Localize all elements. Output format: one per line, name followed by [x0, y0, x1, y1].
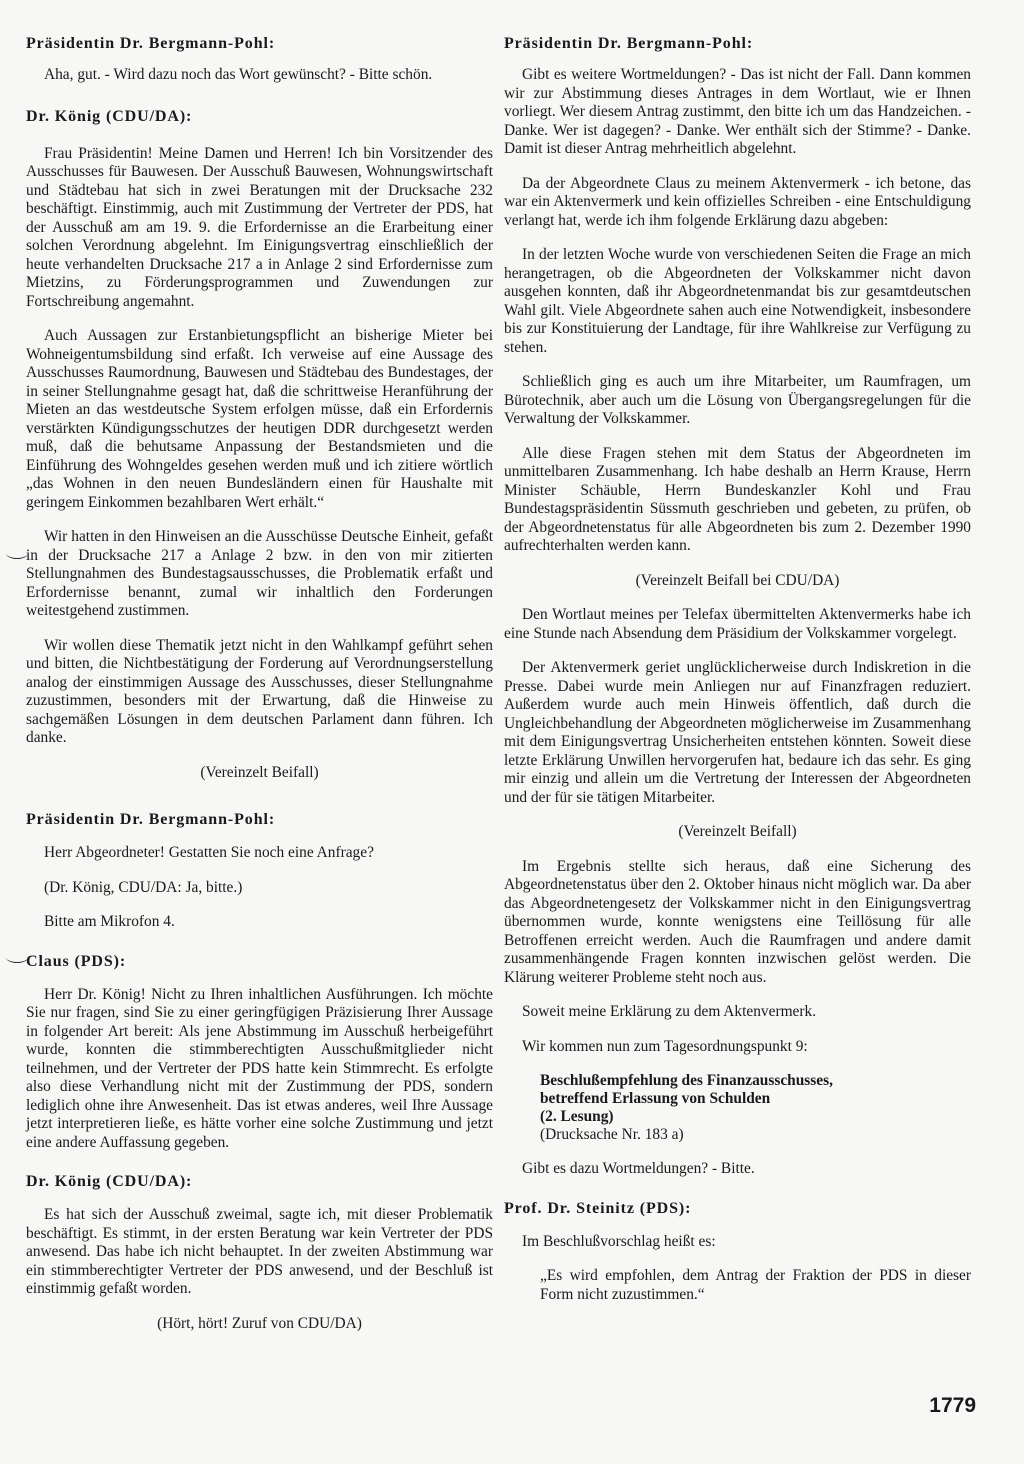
agenda-title-line: betreffend Erlassung von Schulden	[540, 1090, 771, 1107]
speaker-heading: Präsidentin Dr. Bergmann-Pohl:	[504, 35, 754, 52]
speaker-heading: Präsidentin Dr. Bergmann-Pohl:	[26, 35, 276, 52]
paragraph: Frau Präsidentin! Meine Damen und Herren! Ich bin Vorsitzender des Ausschusses für Bauwesen. Der Ausschuß Bauwesen, Wohnungswirtschaft und Städtebau hat sich in zwei Beratungen mit der Drucksache 232 beschäftigt. Einstimmig, auch mit Zustimmung der Vertreter der PDS, hat der Ausschuß am am 19. 9. die Erfordernisse an die Erarbeitung einer solchen Verordnung abgelehnt. Im Einigungsvertrag einschließlich der heute verhandelten Drucksache 217 a in Anlage 2 sind Erfordernisse zum Mietzins, zu Förderungsprogrammen und Zuwendungen zur Fortschreibung angemahnt.	[26, 144, 493, 310]
paragraph: Da der Abgeordnete Claus zu meinem Aktenvermerk - ich betone, das war ein Aktenvermerk und kein offizielles Schreiben - eine Entschuldigung verlangt hat, werde ich ihm folgende Erklärung dazu abgeben:	[504, 174, 971, 229]
paragraph: Gibt es weitere Wortmeldungen? - Das ist nicht der Fall. Dann kommen wir zur Abstimmung dieses Antrages in dem Wortlaut, wie er Ihnen vorliegt. Wer diesem Antrag zustimmt, den bitte ich um das Handzeichen. - Danke. Wer ist dagegen? - Danke. Wer enthält sich der Stimme? - Danke. Damit ist dieser Antrag mehrheitlich abgelehnt.	[504, 66, 971, 157]
paragraph: (Dr. König, CDU/DA: Ja, bitte.)	[44, 878, 243, 896]
paragraph: Im Beschlußvorschlag heißt es:	[522, 1232, 716, 1250]
margin-mark	[6, 952, 28, 963]
speaker-heading: Präsidentin Dr. Bergmann-Pohl:	[26, 811, 276, 828]
agenda-title-line: (2. Lesung)	[540, 1108, 614, 1125]
margin-mark	[6, 548, 28, 559]
interjection: (Vereinzelt Beifall)	[678, 823, 797, 840]
quotation: „Es wird empfohlen, dem Antrag der Fraktion der PDS in dieser Form nicht zuzustimmen.“	[540, 1267, 971, 1303]
interjection: (Vereinzelt Beifall bei CDU/DA)	[635, 571, 840, 589]
paragraph: In der letzten Woche wurde von verschiedenen Seiten die Frage an mich herangetragen, ob die Abgeordneten der Volkskammer nicht davon ausgehen konnten, daß ihr Abgeordnetenmandat bis zur gesamtdeutschen Wahl gilt. Viele Abgeordnete sahen auch eine Notwendigkeit, insbesondere bis zur Konstituierung der Landtage, für ihre Wahlkreise zur Verfügung zu stehen.	[504, 246, 971, 356]
paragraph: Auch Aussagen zur Erstanbietungspflicht an bisherige Mieter bei Wohneigentumsbildung sind erfaßt. Ich verweise auf eine Aussage des Ausschusses Raumordnung, Bauwesen und Städtebau des Bundestages, der in seiner Stellungnahme gesagt hat, daß die schrittweise Heranführung der Mieten an das westdeutsche System erfolgen müsse, daß ein Erfordernis verstärkten Kündigungsschutzes der heutigen DDR durchgesetzt werden muß, daß die behutsame Anpassung der Bestandsmieten und die Einführung des Wohngeldes gesehen werden muß und ich zitiere wörtlich „das Wohnen in den neuen Bundesländern einen für Haushalte mit geringem Einkommen bezahlbaren Wert erhält.“	[26, 327, 493, 511]
speaker-heading: Dr. König (CDU/DA):	[26, 107, 193, 125]
speaker-heading: Claus (PDS):	[26, 952, 127, 970]
paragraph: Im Ergebnis stellte sich heraus, daß eine Sicherung des Abgeordnetenstatus über den 2. Oktober hinaus nicht möglich war. Da aber das Abgeordnetengesetz der Volkskammer nicht in den Einigungsvertrag übernommen wurde, konnte wenigstens eine Teillösung für alle Betroffenen erreicht werden. Auch die Raumfragen und andere damit zusammenhängende Fragen konnten inzwischen gelöst werden. Die Klärung weiterer Probleme steht noch aus.	[504, 857, 971, 986]
agenda-title-line: Beschlußempfehlung des Finanzausschusses,	[540, 1072, 833, 1089]
interjection: (Hört, hört! Zuruf von CDU/DA)	[157, 1314, 362, 1332]
interjection: (Vereinzelt Beifall)	[200, 763, 319, 781]
left-column	[26, 34, 493, 1333]
paragraph: Herr Dr. König! Nicht zu Ihren inhaltlichen Ausführungen. Ich möchte Sie nur fragen, sind Sie zu einer geringfügigen Präzisierung Ihrer Aussage in folgender Art bereit: Als jene Abstimmung im Ausschuß herbeigeführt wurde, konnten die stimmberechtigten Ausschußmitglieder nicht teilnehmen, und der Vertreter der PDS hatte kein Stimmrecht. Es erfolgte also diese Verhandlung nicht mit der Zustimmung der PDS, sondern lediglich ohne ihre Anwesenheit. Das ist etwas anderes, weil Ihre Aussage jetzt interpretieren ließe, es hätte vorher eine solche Zustimmung und jetzt eine andere Auffassung gegeben.	[26, 985, 493, 1151]
paragraph: Gibt es dazu Wortmeldungen? - Bitte.	[522, 1160, 755, 1177]
paragraph: Aha, gut. - Wird dazu noch das Wort gewünscht? - Bitte schön.	[44, 66, 433, 83]
speaker-heading: Dr. König (CDU/DA):	[26, 1173, 193, 1190]
page-number: 1779	[929, 1394, 976, 1417]
paragraph: Bitte am Mikrofon 4.	[44, 913, 175, 930]
paragraph: Soweit meine Erklärung zu dem Aktenvermerk.	[522, 1003, 817, 1020]
speaker-heading: Prof. Dr. Steinitz (PDS):	[504, 1199, 692, 1217]
paragraph: Wir kommen nun zum Tagesordnungspunkt 9:	[522, 1037, 808, 1055]
paragraph: Schließlich ging es auch um ihre Mitarbeiter, um Raumfragen, um Bürotechnik, aber auch um die Lösung von Übergangsregelungen für die Verwaltung der Volkskammer.	[504, 373, 971, 427]
paragraph: Der Aktenvermerk geriet unglücklicherweise durch Indiskretion in die Presse. Dabei wurde mein Anliegen nur auf Finanzfragen reduziert. Außerdem wurde auch mein Hinweis öffentlich, daß durch die Ungleichbehandlung der Abgeordneten möglicherweise im Zusammenhang mit dem Einigungsvertrag Unsicherheiten entstehen könnten. Soweit diese letzte Erklärung Unwillen hervorgerufen hat, bedaure ich das sehr. Es ging mir einzig und allein um die Vertretung der Interessen der Abgeordneten und der für sie tätigen Mitarbeiter.	[504, 659, 971, 806]
paragraph: Wir wollen diese Thematik jetzt nicht in den Wahlkampf geführt sehen und bitten, die Nichtbestätigung der Forderung auf Verordnungserstellung analog der einstimmigen Aussage des Ausschusses, dieser Stellungnahme zuzustimmen, besonders mit der Erwartung, daß die Hinweise zu sachgemäßen Lösungen in dem deutschen Parlament dann führen. Ich danke.	[26, 636, 493, 746]
paragraph: Herr Abgeordneter! Gestatten Sie noch eine Anfrage?	[44, 844, 374, 861]
paragraph: Den Wortlaut meines per Telefax übermittelten Aktenvermerks habe ich eine Stunde nach Absendung dem Präsidium der Volkskammer vorgelegt.	[504, 606, 971, 642]
paragraph: Es hat sich der Ausschuß zweimal, sagte ich, mit dieser Problematik beschäftigt. Es stimmt, in der ersten Beratung war kein Vertreter der PDS anwesend. Das habe ich nicht behauptet. In der zweiten Abstimmung war ein stimmberechtigter Vertreter der PDS anwesend, und der Beschluß ist einstimmig gefaßt worden.	[26, 1206, 493, 1297]
agenda-reference: (Drucksache Nr. 183 a)	[540, 1126, 684, 1143]
paragraph: Wir hatten in den Hinweisen an die Ausschüsse Deutsche Einheit, gefaßt in der Drucksache 217 a Anlage 2 bzw. in den von mir zitierten Stellungnahmen des Bundestagsausschusses, die Problematik erfaßt und Erfordernisse benannt, zumal wir inhaltlich den Forderungen weitestgehend zustimmen.	[26, 528, 493, 619]
right-column	[504, 34, 971, 1304]
paragraph: Alle diese Fragen stehen mit dem Status der Abgeordneten im unmittelbaren Zusammenhang. Ich habe deshalb an Herrn Krause, Herrn Minister Schäuble, Herrn Bundeskanzler Kohl und Frau Bundestagspräsidentin Süssmuth geschrieben und gebeten, zu prüfen, ob der Abgeordnetenstatus für alle Abgeordneten bis zum 2. Dezember 1990 aufrechterhalten werden kann.	[504, 444, 971, 554]
agenda-item	[540, 1072, 971, 1144]
